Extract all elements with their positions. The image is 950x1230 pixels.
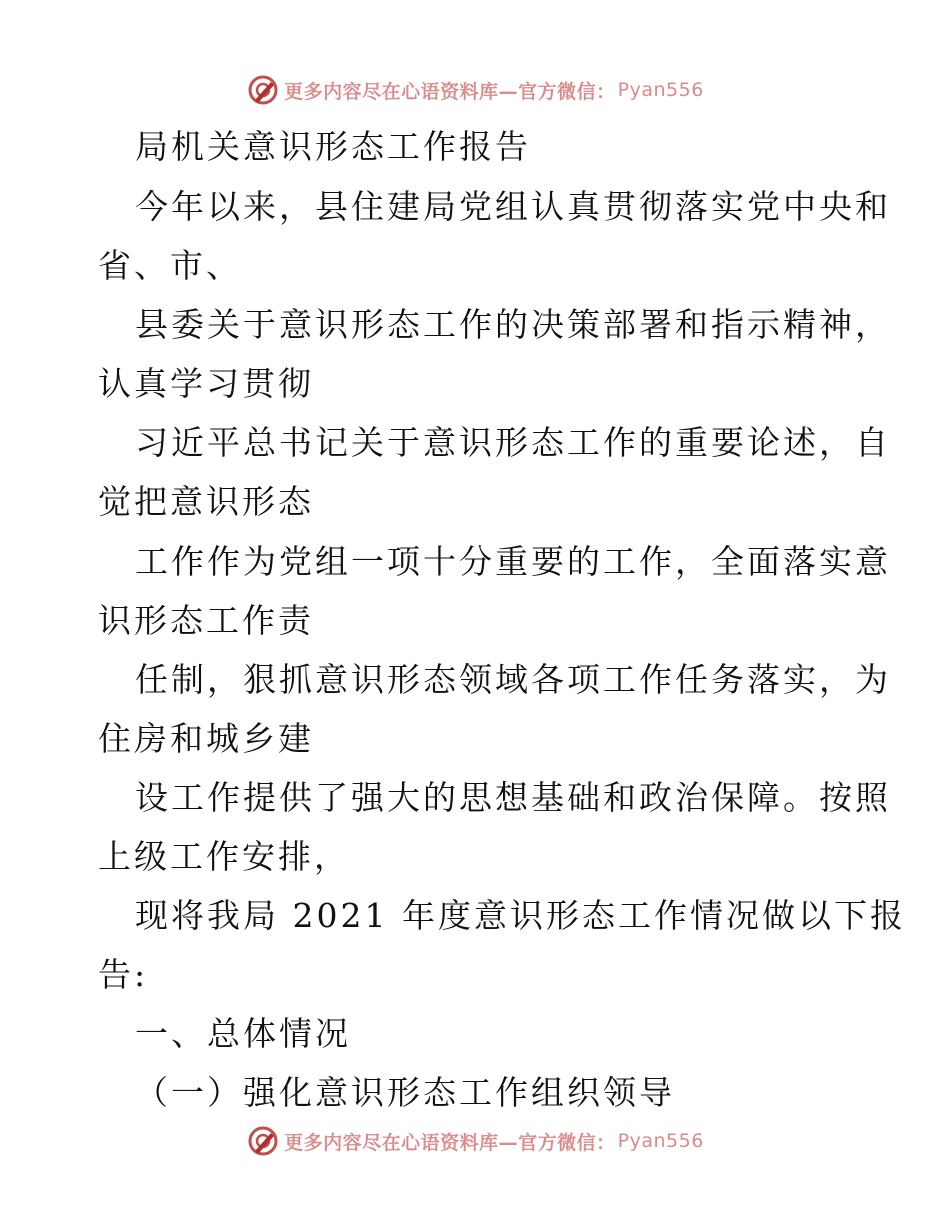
watermark-footer [0,1121,950,1161]
paragraph-line: 觉把意识形态 [98,482,314,521]
subsection-heading: （一）强化意识形态工作组织领导 [135,1073,675,1112]
pen-logo-icon [246,73,280,107]
watermark-header [0,70,950,110]
paragraph-line: 省、市、 [98,246,242,285]
paragraph-line: 县委关于意识形态工作的决策部署和指示精神， [135,305,891,344]
document-title: 局机关意识形态工作报告 [135,127,531,166]
paragraph-line: 工作作为党组一项十分重要的工作，全面落实意 [135,542,891,581]
paragraph-line: 现将我局 2021 年度意识形态工作情况做以下报 [135,896,906,935]
paragraph-line: 今年以来，县住建局党组认真贯彻落实党中央和 [135,187,891,226]
paragraph-line: 认真学习贯彻 [98,364,314,403]
paragraph-line: 任制，狠抓意识形态领域各项工作任务落实，为 [135,660,891,699]
paragraph-line: 设工作提供了强大的思想基础和政治保障。按照 [135,778,891,817]
watermark-text: 更多内容尽在心语资料库—官方微信： [284,80,616,103]
paragraph-line: 上级工作安排， [98,837,350,876]
watermark-text: 更多内容尽在心语资料库—官方微信： [284,1131,616,1154]
watermark-handle: Pyan556 [617,1130,704,1152]
section-heading: 一、总体情况 [135,1014,351,1053]
pen-logo-icon [246,1124,280,1158]
watermark-handle: Pyan556 [617,79,704,101]
paragraph-line: 住房和城乡建 [98,719,314,758]
paragraph-line: 习近平总书记关于意识形态工作的重要论述，自 [135,423,891,462]
paragraph-line: 识形态工作责 [98,601,314,640]
paragraph-line: 告: [98,955,149,994]
